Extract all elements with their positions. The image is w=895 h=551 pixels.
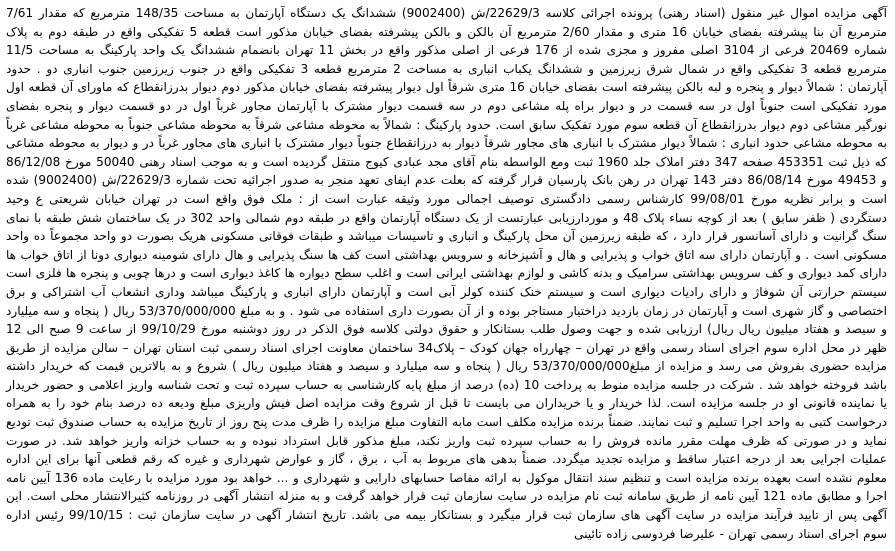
auction-notice-text: آگهی مزایده اموال غیر منقول (اسناد رهنی) پرونده اجرائی کلاسه 22629/3/ش (9002400) ششدانگ یک دستگاه آپارتمان به مساحت 148/35 مترمربع که مقدار 7/61 مترمربع آن بنا پیشرفته بفضای خیابان 16 متری و مقدار 2/60 مترمربع آن بالکن و بالکن پیشرفته بفضای خیابان مذکور است قطعه 5 تفکیکی واقع در طبقه دوم به پلاک شماره 20469 فرعی از 3104 اصلی مفروز و مجزی شده از 176 فرعی از اصلی مذکور واقع در بخش 11 تهران بانضمام ششدانگ یک واحد پارکینگ به مساحت 11/5 مترمربع قطعه 3 تفکیکی واقع در شمال شرق زیرزمین و ششدانگ یکباب انباری به مساحت 2 مترمربع قطعه 3 تفکیکی واقع در جنوب زیرزمین جنوب انباری دو . حدود آپارتمان : شمالاً دیوار و پنجره و لبه بالکن پیشرفته است بفضای خیابان 16 متری شرقاً اول دیوار پیشرفته بفضای خیابان مذکور دوم دیوار بدرزانقطاع که ماورای آن قطعه اول مورد تفکیکی است جنوباً اول در سه قسمت در و دیوار براه پله مشاعی دوم در سه قسمت دیوار مشترک با آپارتمان مجاور غرباً اول در دو قسمت دیوار و پنجره بفضای نورگیر مشاعی دوم دیوار بدرزانقطاع آن قطعه سوم مورد تفکیک سابق است. حدود پارکینگ : شمالاً به محوطه مشاعی شرقاً به محوطه مشاعی جنوباً به محوطه مشاعی غرباً به محوطه مشاعی حدود انباری : شمالاً دیوار مشترک با انباری های مجاور شرقاً دیوار به درزانقطاع جنوباً دیوار مشترک با انباری های مجاور غرباً در و دیوار به محوطه مشاعی که ذیل ثبت 453351 صفحه 347 دفتر املاک جلد 1960 ثبت ومع الواسطه بنام آقای مجد عبادی کیوج منتقل گردیده است و به موجب اسناد رهنی 50040 مورخ 86/12/08 و 49453 مورخ 86/08/14 دفتر 143 تهران در رهن بانک پارسیان قرار گرفته که بعلت عدم ایفای تعهد منجر به صدور اجرائیه تحت شماره 22629/3/ش (9002400) شده است و برابر نظریه مورخ 99/08/01 کارشناس رسمی دادگستری توصیف اجمالی مورد وثیقه عبارت است از : ملک فوق واقع است در تهران خیابان شریعتی ع وحید دستگردی ( ظفر سابق ) بعد از کوچه نساء پلاک 48 و موردارزیابی عبارتست از یک دستگاه آپارتمان واقع در طبقه دوم شمالی واحد 302 در یک ساختمان شش طبقه با نمای سنگ گرانیت و دارای آسانسور قرار دارد ، که طبقه زیرزمین آن محل پارکینگ و انباری و تاسیسات میباشد و طبقات فوقانی مسکونی هریک بصورت دو واحد مجموعاً ده واحد مسکونی است . و آپارتمان دارای سه اتاق خواب و پذیرایی و هال و آشپزخانه و سرویس بهداشتی است کف ها سنگ پذیرایی و هال دارای شومینه دیواری دونا از اتاق خواب ها دارای کمد دیواری و کف سرویس بهداشتی سرامیک و بدنه کاشی و لوازم بهداشتی ایرانی است و اغلب سطح دیواره ها کاغذ دیواری است و درها چوبی و پنجره ها فلزی است سیستم حرارتی آن شوفاژ و دارای رادیات دیواری است و سیستم خنک کننده کولر آبی است و آپارتمان دارای انباری و پارکینگ میباشد وداری انشعاب آب اشتراکی و برق اختصاصی و گاز شهری است و آپارتمان در زمان بازدید دراختیار مستاجر بوده و از آن بصورت داری استفاده می شود . و به مبلغ 53/370/000/000 ریال ( پنجاه و سه میلیارد و سیصد و هفتاد میلیون ریال ریال) ارزیابی شده و جهت وصول طلب بستانکار و حقوق دولتی کلاسه فوق الذکر در روز دوشنبه مورخ 99/10/29 از ساعت 9 صبح الی 12 ظهر در محل اداره سوم اجرای اسناد رسمی واقع در تهران – چهارراه جهان کودک – پلاک34 ساختمان معاونت اجرای اسناد رسمی ثبت استان تهران – سالن مزایده از طریق مزایده حضوری بفروش می رسد و مزایده از مبلغ53/370/000/000 ریال ( پنجاه و سه میلیارد و سیصد و هفتاد میلیون ریال ) شروع و به بالاترین قیمت که خریدار داشته باشد فروخته خواهد شد . شرکت در جلسه مزایده منوط به پرداخت 10 (ده) درصد از مبلغ پایه کارشناسی به حساب سپرده ثبت و تحت شناسه واریز اعلامی و حضور خریدار یا نماینده قانونی او در جلسه مزایده است. لذا خریدار و یا خریداران می بایست تا قبل از شروع وقت مزایده اصل فیش واریزی مبلغ ودیعه ده درصد بنام خود را به همراه درخواست کتبی به واحد اجرا تسلیم و ثبت نمایند. ضمناً برنده مزایده مکلف است مابه التفاوت مبلغ مزایده را ظرف مدت پنج روز از تاریخ مزایده به حساب صندوق ثبت تودیع نماید و در صورتی که ظرف مهلت مقرر مانده فروش را به حساب سپرده ثبت واریز نکند، مبلغ مذکور قابل استرداد نبوده و به حساب خزانه واریز خواهد شد. در صورت عملیات اجرایی بعد از درجه اعتبار ساقط و مزایده تجدید میگردد. ضمناً بدهی های مربوط به آب ، برق ، گاز و عوارض شهرداری و غیره که رقم قطعی آنها برای این اداره معلوم نشده است بعهده برنده مزایده است و تنظیم سند انتقال موکول به ارائه مفاصا حسابهای دارایی و شهرداری و ... خواهد بود مورد مزایده با رعایت ماده 136 آیین نامه اجرا و مطابق ماده 121 آیین نامه از طریق سامانه ثبت نام مزایده در سایت سازمان ثبت قرار خواهد گرفت و به منزله انتشار آگهی در روزنامه کثیرالانتشار محلی است. این آگهی پس از تایید فرآیند مزایده در سایت آگهی های سازمان ثبت قرار میگیرد و بستانکار بیمه می باشد. تاریخ انتشار آگهی در سایت سازمان ثبت : 99/10/15 رئیس اداره سوم اجرای اسناد رسمی تهران - علیرضا فردوسی زاده تائینی: [6, 6, 888, 541]
